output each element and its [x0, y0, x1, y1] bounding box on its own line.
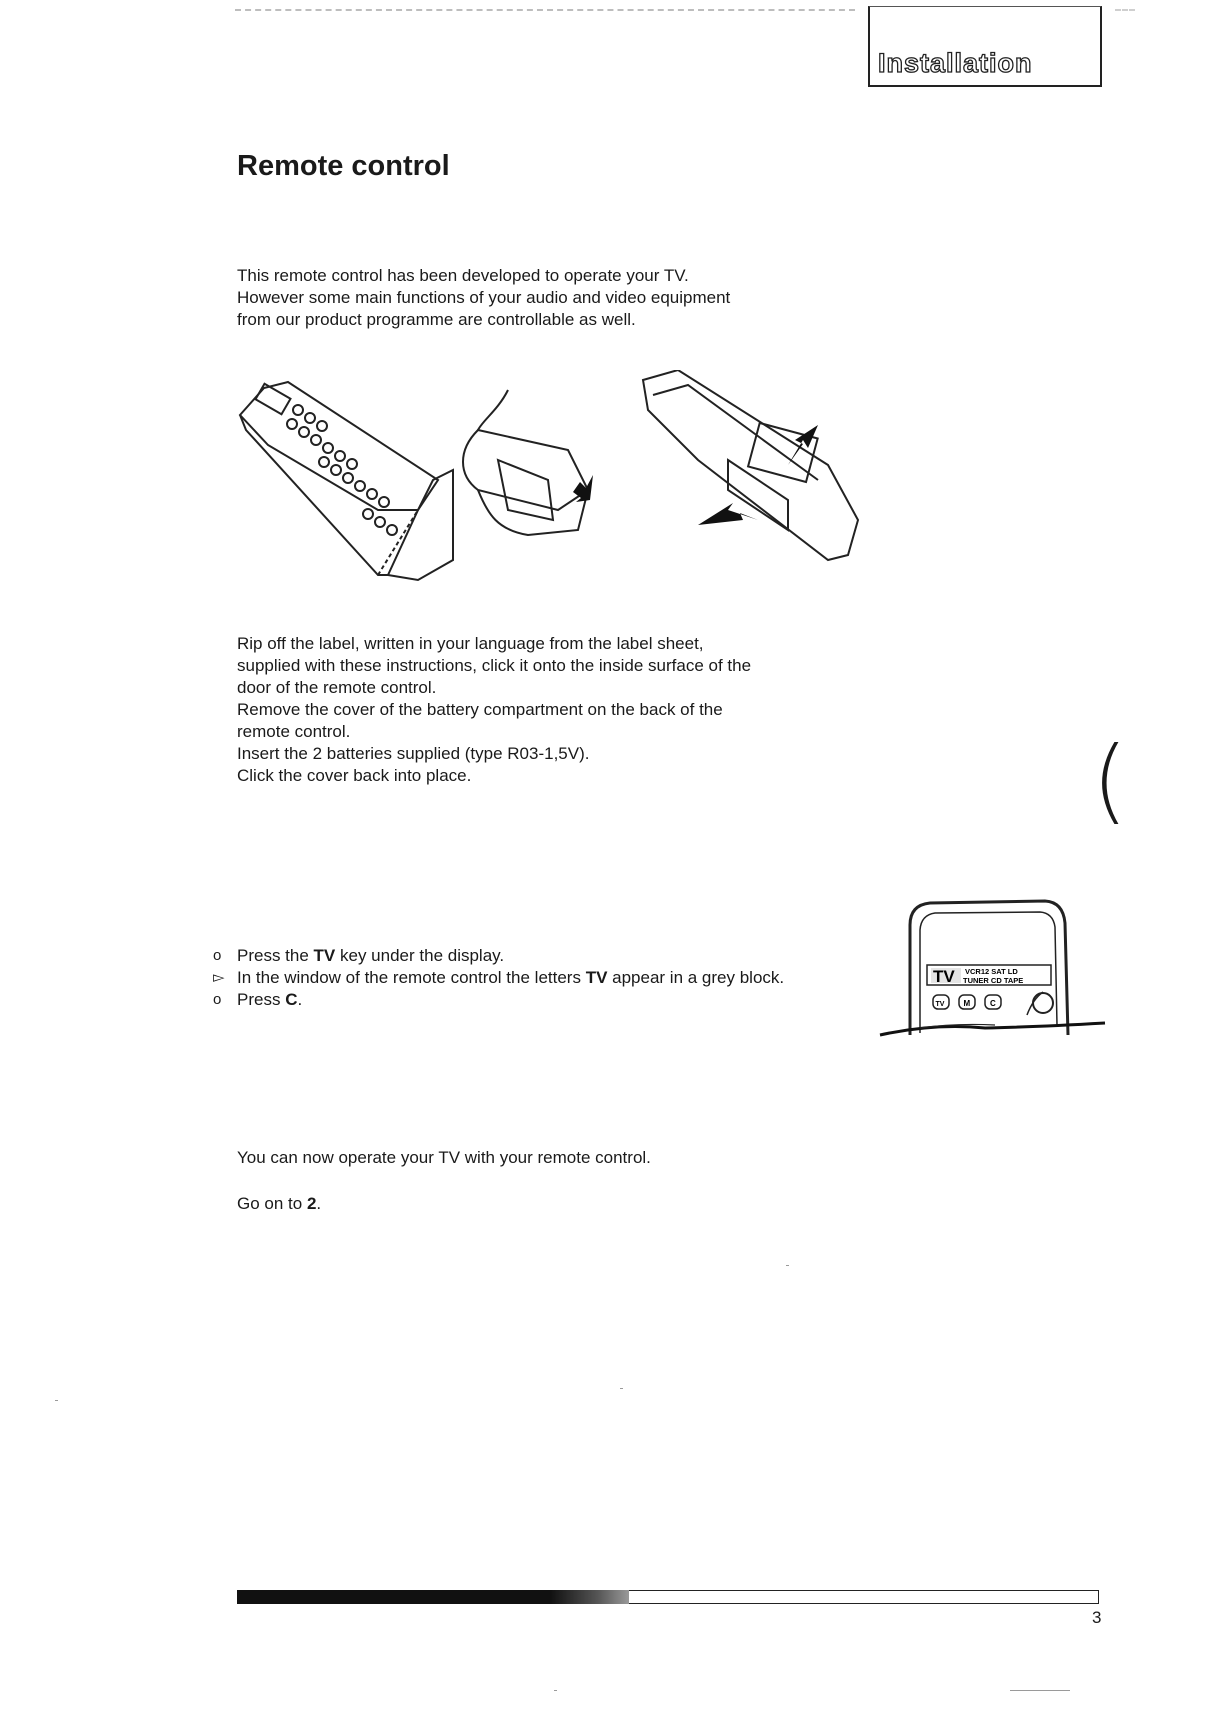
top-rule	[235, 9, 855, 11]
instruction-line: remote control.	[237, 722, 351, 741]
instruction-line: Click the cover back into place.	[237, 766, 472, 785]
intro-line: This remote control has been developed to operate your TV.	[237, 266, 689, 285]
tv-button-label: TV	[935, 1001, 945, 1008]
step-text: Press the TV key under the display.	[237, 946, 505, 965]
remote-open-door-drawing	[240, 382, 453, 580]
arrow-insert-icon	[698, 503, 758, 525]
scan-speck	[786, 1265, 789, 1266]
battery-illustration	[228, 370, 888, 600]
c-key-label: C	[285, 990, 298, 1009]
section-tab	[868, 6, 1102, 87]
tv-key-label: TV	[313, 946, 336, 965]
step-text: Press C.	[237, 990, 303, 1009]
intro-line: However some main functions of your audio and video equipment	[237, 288, 731, 307]
step-bullet: o	[213, 991, 222, 1008]
intro-line: from our product programme are controllable as well.	[237, 310, 636, 329]
instruction-line: Remove the cover of the battery compartment on the back of the	[237, 700, 723, 719]
remote-back-drawing	[643, 370, 858, 560]
intro-text	[237, 265, 887, 331]
top-rule-end	[1115, 9, 1135, 11]
scan-speck	[1010, 1690, 1070, 1691]
section-tab-label: Installation	[878, 48, 1033, 78]
m-button-label: M	[963, 999, 971, 1008]
step-item	[213, 967, 833, 989]
page-number: 3	[1092, 1608, 1102, 1627]
remote-display-illustration	[875, 895, 1115, 1060]
instruction-line: Insert the 2 batteries supplied (type R03-1,5V).	[237, 744, 590, 763]
display-tv-label: TV	[933, 967, 955, 986]
scan-speck	[554, 1690, 557, 1691]
tv-key-label: TV	[585, 968, 608, 987]
c-button-label: C	[990, 999, 996, 1008]
step-bullet: ▻	[213, 969, 225, 986]
steps-list	[213, 945, 833, 1011]
closing-text: You can now operate your TV with your remote control.	[237, 1148, 651, 1167]
instruction-line: door of the remote control.	[237, 678, 437, 697]
go-on-number: 2	[306, 1194, 317, 1213]
label-sheet-drawing	[463, 390, 588, 535]
display-modes-row1: VCR12 SAT LD	[965, 967, 1018, 976]
page-title: Remote control	[237, 150, 450, 182]
step-item	[213, 945, 833, 967]
go-on-text: Go on to 2.	[237, 1194, 322, 1213]
step-item	[213, 989, 833, 1011]
scan-speck	[55, 1400, 58, 1401]
instruction-line: supplied with these instructions, click it onto the inside surface of the	[237, 656, 752, 675]
scan-speck	[620, 1388, 623, 1389]
step-bullet: o	[213, 947, 222, 964]
instruction-line: Rip off the label, written in your language from the label sheet,	[237, 634, 704, 653]
round-button-icon	[1033, 993, 1053, 1013]
margin-bracket: (	[1092, 727, 1128, 834]
step-text: In the window of the remote control the letters TV appear in a grey block.	[237, 968, 785, 987]
footer-rule-fill	[237, 1590, 629, 1604]
display-modes-row2: TUNER CD TAPE	[963, 976, 1024, 985]
battery-instructions	[237, 633, 887, 787]
